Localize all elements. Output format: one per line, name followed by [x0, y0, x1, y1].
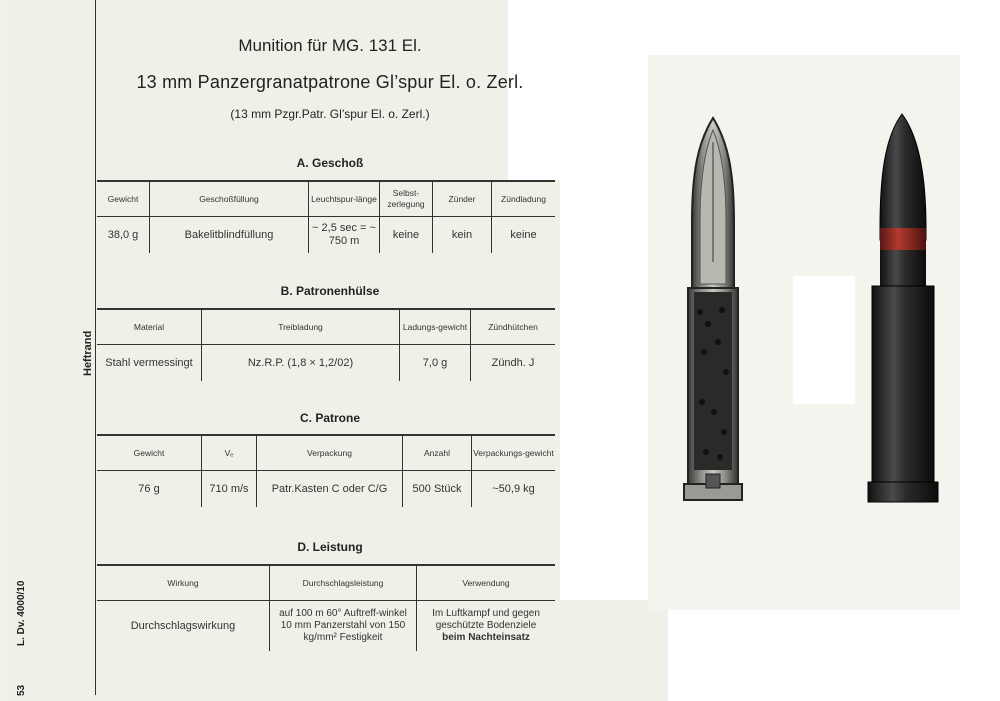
- table-cell: keine: [380, 217, 433, 254]
- table-header: Verpackung: [257, 435, 403, 471]
- table-header: Anzahl: [403, 435, 472, 471]
- table-cell: [417, 601, 556, 652]
- table-header: Vₑ: [202, 435, 257, 471]
- binding-margin-line: [95, 0, 96, 695]
- table-cell: Durchschlagswirkung: [130, 619, 236, 632]
- page-number: 53: [16, 684, 27, 696]
- table-header: Zündhütchen: [471, 309, 556, 345]
- table-header: Verpackungs-gewicht: [472, 435, 556, 471]
- table-cell: Bakelitblindfüllung: [150, 217, 309, 254]
- table-cell: 7,0 g: [400, 345, 471, 382]
- section-title-patrone: C. Patrone: [299, 411, 360, 425]
- table-header: Durchschlagsleistung: [270, 565, 417, 601]
- leistung-table: [97, 564, 555, 651]
- table-header: Gewicht: [97, 181, 150, 217]
- table-cell: kein: [433, 217, 492, 254]
- heftrand-label: Heftrand: [82, 330, 94, 376]
- complete-cartridge-image: [864, 110, 944, 510]
- table-header: Zünder: [433, 181, 492, 217]
- table-cell: 500 Stück: [403, 471, 472, 508]
- verwendung-text: Im Luftkampf und gegen geschützte Bodenziele: [432, 608, 540, 631]
- table-cell: 76 g: [138, 482, 160, 495]
- section-title-geschoss: A. Geschoß: [296, 156, 364, 170]
- verwendung-emphasis: beim Nachteinsatz: [442, 632, 530, 643]
- cutaway-cartridge-image: [678, 112, 748, 512]
- ldv-reference: L. Dv. 4000/10: [16, 580, 27, 646]
- table-header: Treibladung: [202, 309, 400, 345]
- table-cell: Nz.R.P. (1,8 × 1,2/02): [202, 345, 400, 382]
- table-header: Material: [97, 309, 202, 345]
- table-cell: Patr.Kasten C oder C/G: [257, 471, 403, 508]
- patrone-table: [97, 434, 555, 507]
- cartridge-name: 13 mm Panzergranatpatrone Gl’spur El. o. Zerl.: [136, 72, 524, 92]
- section-title-huelse: B. Patronenhülse: [280, 284, 380, 298]
- section-title-leistung: D. Leistung: [297, 540, 363, 554]
- table-header: Ladungs-gewicht: [400, 309, 471, 345]
- geschoss-table: [97, 180, 555, 253]
- table-cell: auf 100 m 60° Auftreff-winkel 10 mm Panzerstahl von 150 kg/mm² Festigkeit: [270, 601, 417, 652]
- huelse-table: [97, 308, 555, 381]
- page-title: Munition für MG. 131 El.: [238, 36, 422, 55]
- cartridge-abbreviation: (13 mm Pzgr.Patr. Gl’spur El. o. Zerl.): [230, 107, 430, 121]
- table-header: Gewicht: [97, 435, 202, 471]
- table-cell: keine: [492, 217, 556, 254]
- table-header: Leuchtspur-länge: [309, 181, 380, 217]
- table-cell: Zündh. J: [471, 345, 556, 382]
- table-header: Verwendung: [417, 565, 556, 601]
- table-cell: Stahl vermessingt: [105, 356, 193, 369]
- table-cell: ~50,9 kg: [472, 471, 556, 508]
- table-header: Zündladung: [492, 181, 556, 217]
- table-header: Geschoßfüllung: [150, 181, 309, 217]
- table-header: Wirkung: [97, 565, 270, 601]
- table-cell: 38,0 g: [107, 228, 139, 241]
- table-cell: 710 m/s: [202, 471, 257, 508]
- table-header: Selbst-zerlegung: [380, 181, 433, 217]
- table-cell: ~ 2,5 sec = ~ 750 m: [309, 217, 380, 254]
